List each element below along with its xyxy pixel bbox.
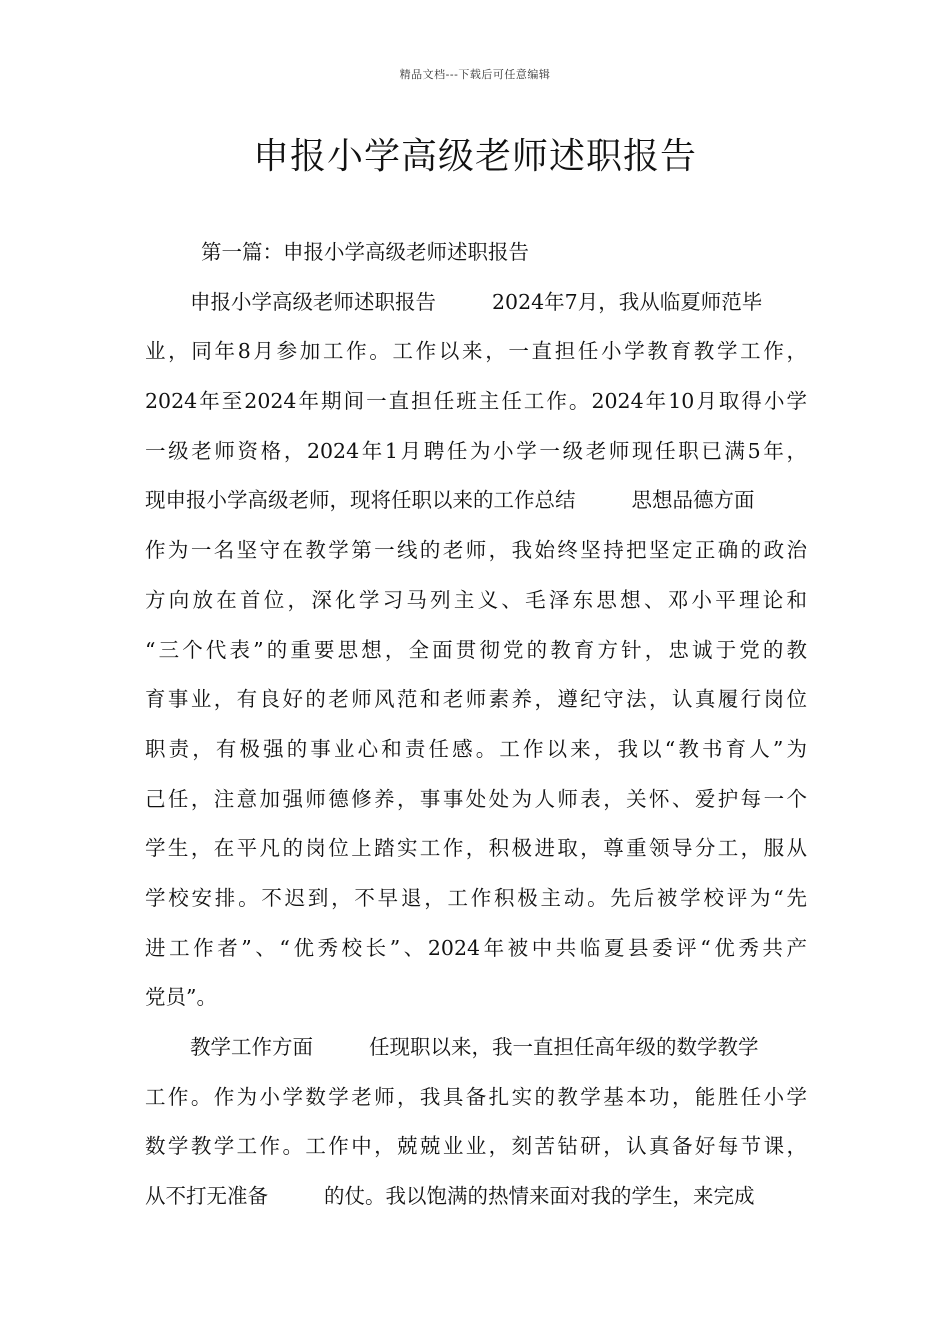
paragraph-1-line: 2024年至2024年期间一直担任班主任工作。2024年10月取得小学	[145, 389, 807, 414]
section-subtitle: 第一篇：申报小学高级老师述职报告	[201, 240, 529, 264]
document-title: 申报小学高级老师述职报告	[252, 136, 697, 177]
paragraph-2-line: 工作。作为小学数学老师，我具备扎实的教学基本功，能胜任小学	[145, 1084, 807, 1109]
paragraph-2-first-line-rest: 任现职以来，我一直担任高年级的数学教学	[369, 1035, 759, 1059]
paragraph-1-last-line: 党员”。	[145, 985, 217, 1010]
paragraph-1-line: 育事业，有良好的老师风范和老师素养，遵纪守法，认真履行岗位	[145, 687, 807, 712]
paragraph-2-lead: 教学工作方面	[190, 1035, 313, 1059]
paragraph-1-lead: 申报小学高级老师述职报告	[190, 289, 436, 314]
paragraph-1-line: 己任，注意加强师德修养，事事处处为人师表，关怀、爱护每一个	[145, 786, 807, 811]
paragraph-2-last-start: 从不打无准备	[145, 1184, 268, 1209]
paragraph-2-first-line	[145, 1023, 807, 1073]
paragraph-1-line	[145, 476, 807, 526]
paragraph-1-line: 方向放在首位，深化学习马列主义、毛泽东思想、邓小平理论和	[145, 587, 807, 612]
paragraph-1-first-line-rest: 2024年7月，我从临夏师范毕	[492, 289, 763, 314]
paragraph-1-line: 学校安排。不迟到，不早退，工作积极主动。先后被学校评为“先	[145, 885, 807, 910]
paragraph-1-line: 职责，有极强的事业心和责任感。工作以来，我以“教书育人”为	[145, 736, 807, 761]
paragraph-2-line: 数学教学工作。工作中，兢兢业业，刻苦钻研，认真备好每节课，	[145, 1134, 807, 1159]
document-body	[145, 228, 807, 1222]
paragraph-1-line: 业，同年8月参加工作。工作以来，一直担任小学教育教学工作，	[145, 339, 807, 364]
paragraph-1-line: 作为一名坚守在教学第一线的老师，我始终坚持把坚定正确的政治	[145, 538, 807, 563]
paragraph-1-first-line	[145, 278, 807, 328]
paragraph-1-line: 一级老师资格，2024年1月聘任为小学一级老师现任职已满5年，	[145, 438, 807, 463]
paragraph-1-line5-end: 思想品德方面	[631, 488, 755, 513]
paragraph-1-line: 进工作者”、“优秀校长”、2024年被中共临夏县委评“优秀共产	[145, 935, 807, 960]
paragraph-2-last-end: 的仗。我以饱满的热情来面对我的学生，来完成	[324, 1184, 755, 1209]
header-note: 精品文档---下载后可任意编辑	[399, 68, 551, 81]
paragraph-1-line: “三个代表”的重要思想，全面贯彻党的教育方针，忠诚于党的教	[145, 637, 807, 662]
paragraph-2-last-line	[145, 1172, 807, 1222]
paragraph-1-line5-start: 现申报小学高级老师，现将任职以来的工作总结	[145, 488, 576, 513]
paragraph-1-line: 学生，在平凡的岗位上踏实工作，积极进取，尊重领导分工，服从	[145, 836, 807, 861]
